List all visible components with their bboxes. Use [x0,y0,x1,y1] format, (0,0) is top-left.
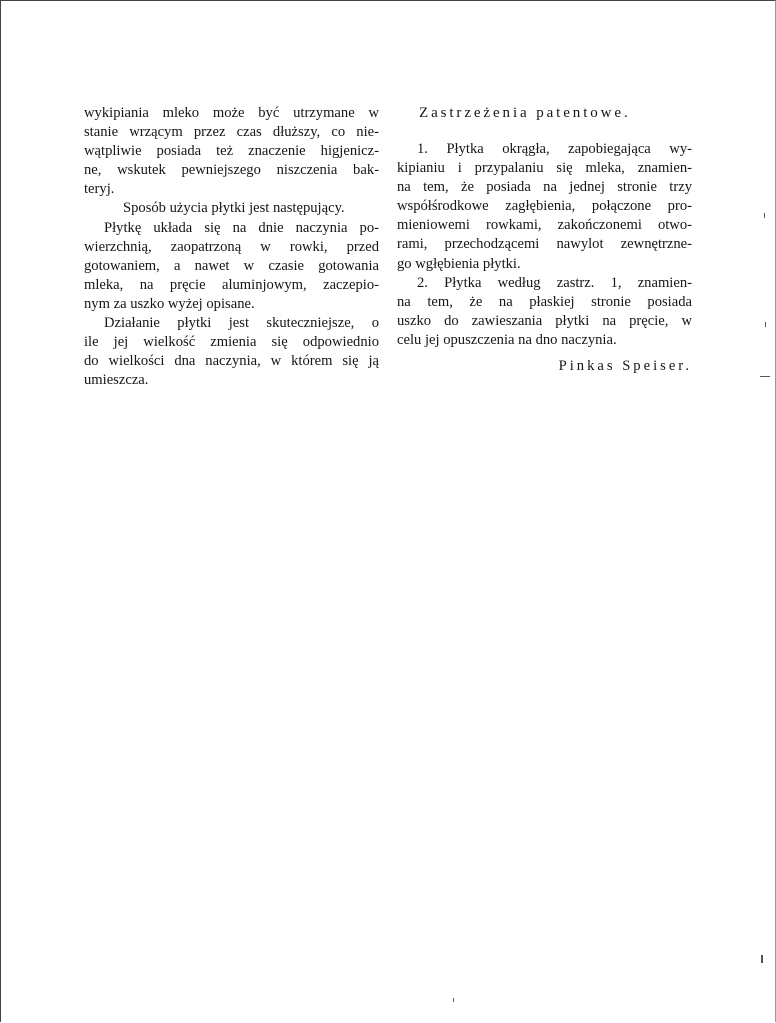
paragraph-3 [84,219,379,314]
paragraph-1 [84,104,379,199]
text-line: rami, przechodzącemi nawylot zewnętrzne- [397,236,692,253]
text-line: mleka, na pręcie aluminjowym, zaczepio- [84,276,379,293]
text-line: Płytkę układa się na dnie naczynia po- [104,219,379,236]
scan-speck [765,322,766,327]
text-line: 1. Płytka okrągła, zapobiegająca wy- [417,141,692,157]
paragraph-4 [84,314,379,390]
claims-heading: Zastrzeżenia patentowe. [419,105,631,121]
text-line: na tem, że posiada na jednej stronie trzy [397,179,692,196]
paragraph-2 [84,199,379,218]
text-line: teryj. [84,181,115,198]
text-line: wykipiania mleko może być utrzymane w [84,105,379,121]
text-line: go wgłębienia płytki. [397,255,521,272]
text-line: wątpliwie posiada też znaczenie higjenicz- [84,143,379,160]
text-line: współśrodkowe zagłębienia, połączone pro- [397,198,692,215]
text-line: Sposób użycia płytki jest następujący. [123,200,345,217]
text-line: kipianiu i przypalaniu się mleka, znamien- [397,160,692,177]
signature: Pinkas Speiser. [558,358,692,375]
text-line: mieniowemi rowkami, zakończonemi otwo- [397,217,692,234]
claim-2 [397,274,692,350]
text-line: Działanie płytki jest skuteczniejsze, o [104,315,379,332]
text-line: uszko do zawieszania płytki na pręcie, w [397,312,692,329]
text-line: gotowaniem, a nawet w czasie gotowania [84,257,379,274]
text-line: na tem, że na płaskiej stronie posiada [397,293,692,310]
claim-1 [397,140,692,274]
text-line: ile jej wielkość zmienia się odpowiednio [84,334,379,351]
right-column [397,104,692,376]
text-line: ne, wskutek pewniejszego niszczenia bak- [84,162,379,179]
scan-speck [760,376,770,377]
scan-speck [764,213,765,218]
scan-speck [453,998,454,1002]
text-line: umieszcza. [84,372,149,389]
text-line: nym za uszko wyżej opisane. [84,295,255,312]
text-line: 2. Płytka według zastrz. 1, znamien- [417,274,692,291]
left-column [84,104,379,390]
text-line: do wielkości dna naczynia, w którem się ją [84,353,379,370]
text-line: celu jej opuszczenia na dno naczynia. [397,331,617,348]
scan-speck [761,955,763,963]
text-line: stanie wrzącym przez czas dłuższy, co nie- [84,124,379,141]
text-line: wierzchnią, zaopatrzoną w rowki, przed [84,238,379,255]
